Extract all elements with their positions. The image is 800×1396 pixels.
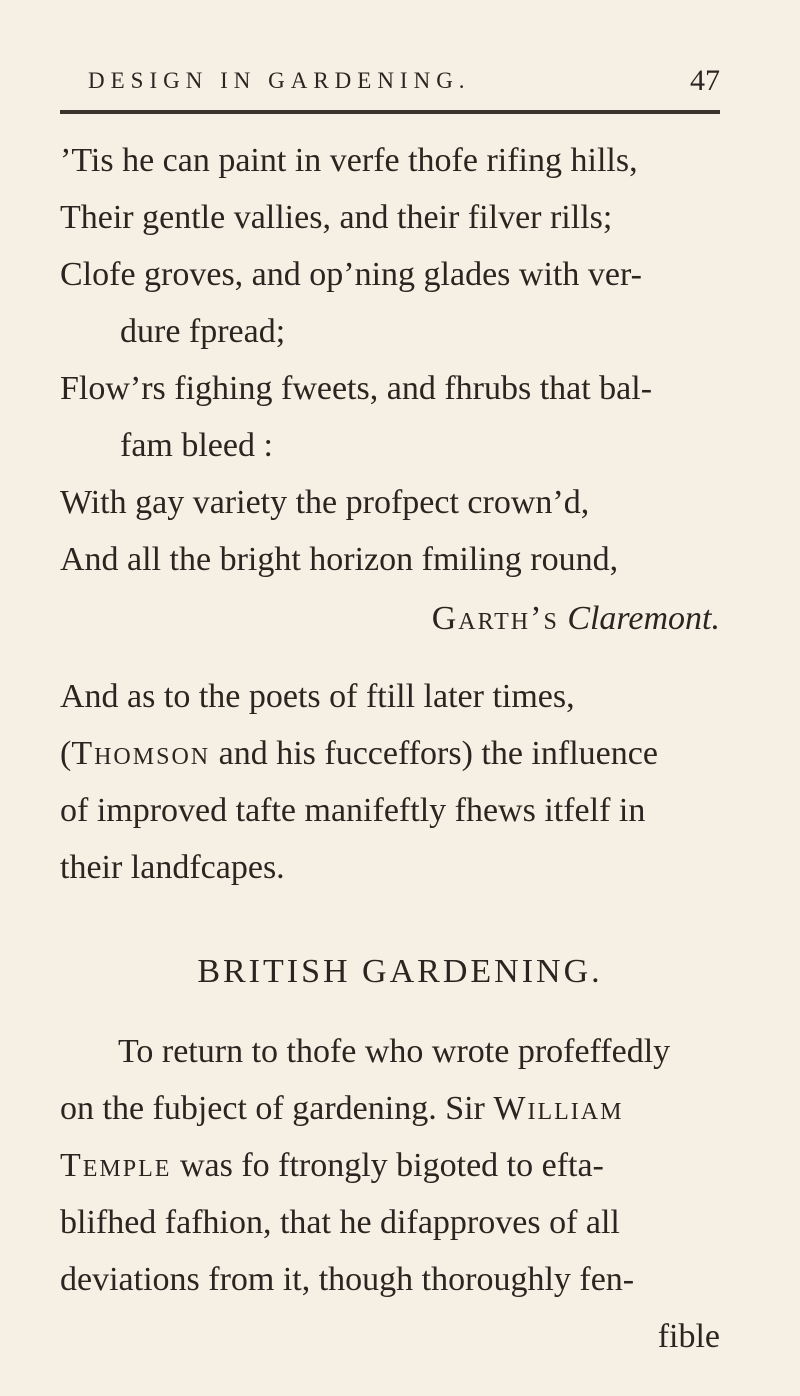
paragraph-line (60, 737, 658, 771)
poem-line: Their gentle vallies, and their filver rills; (60, 199, 613, 236)
paragraph-text: and his fucceffors) the influence (210, 735, 658, 772)
poem-line: fam bleed : (120, 427, 273, 464)
catchword: fible (657, 1318, 720, 1355)
page-number: 47 (690, 64, 720, 97)
paragraph-line: blifhed fafhion, that he difapproves of all (60, 1204, 620, 1241)
paragraph-line (60, 1149, 604, 1183)
poem-line: And all the bright horizon fmiling round, (60, 541, 619, 578)
poem-attribution (432, 602, 720, 636)
name-temple: Temple (60, 1147, 172, 1184)
name-thomson: Thomson (71, 735, 211, 772)
paragraph-text: on the fubject of gardening. Sir (60, 1090, 494, 1127)
name-william: William (493, 1090, 624, 1127)
paragraph-line: And as to the poets of ftill later times, (60, 678, 575, 715)
attribution-author: Garth’s (431, 600, 559, 637)
open-paren: ( (60, 735, 72, 772)
paragraph-line (60, 1092, 623, 1126)
poem-line: Clofe groves, and op’ning glades with ver- (60, 256, 642, 293)
paragraph-line: deviations from it, though thoroughly fen- (60, 1261, 635, 1298)
paragraph-line: their landfcapes. (60, 849, 285, 886)
header-rule (60, 110, 720, 114)
poem-line: With gay variety the profpect crown’d, (60, 484, 590, 521)
paragraph-text: was fo ftrongly bigoted to efta- (171, 1147, 604, 1184)
poem-line: dure fpread; (120, 313, 286, 350)
running-title: DESIGN IN GARDENING. (88, 68, 471, 93)
attribution-work: Claremont. (567, 600, 720, 637)
paragraph-line: of improved tafte manifeftly fhews itfelf in (60, 792, 646, 829)
paragraph-line: To return to thofe who wrote profeffedly (118, 1033, 671, 1070)
poem-line: ’Tis he can paint in verfe thofe rifing hills, (60, 142, 638, 179)
poem-line: Flow’rs fighing fweets, and fhrubs that bal- (60, 370, 653, 407)
section-heading: BRITISH GARDENING. (197, 953, 603, 990)
running-head (60, 60, 720, 100)
